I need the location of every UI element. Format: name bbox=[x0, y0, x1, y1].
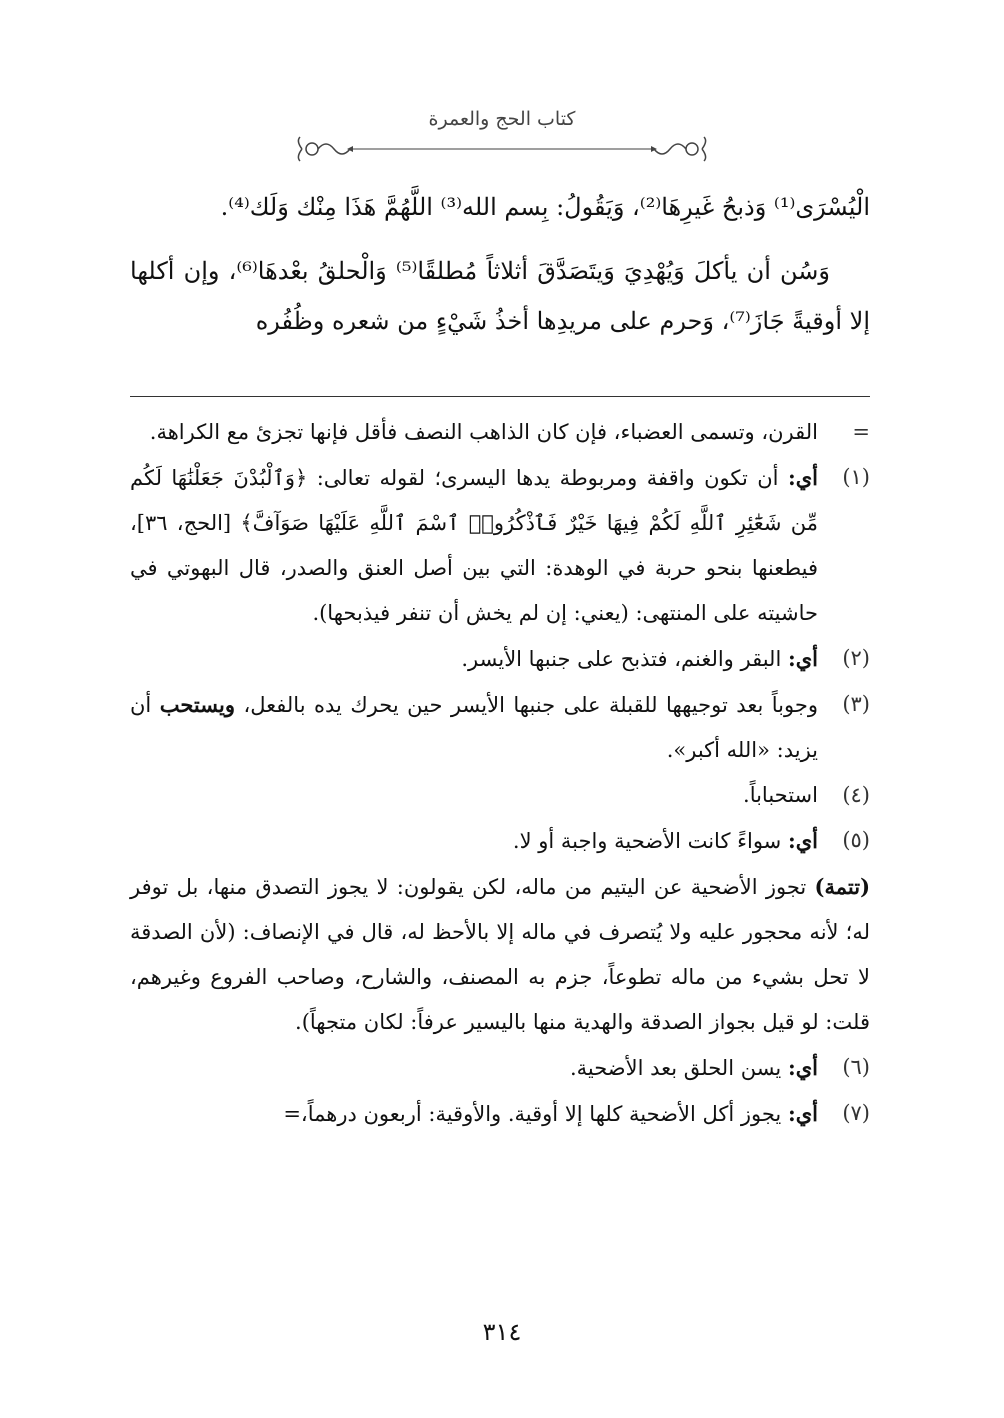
footnote-1 bbox=[130, 455, 870, 636]
footnote-text: وجوباً بعد توجيهها للقبلة على جنبها الأيسر حين يحرك يده بالفعل، bbox=[243, 693, 818, 717]
footnote-text: استحباباً. bbox=[743, 783, 818, 807]
tatimma-block bbox=[130, 864, 870, 1045]
footnote-lead: أي: bbox=[787, 828, 818, 853]
footnote-lead: أي: bbox=[787, 1055, 818, 1080]
footnote-text: القرن، وتسمى العضباء، فإن كان الذاهب النصف فأقل فإنها تجزئ مع الكراهة. bbox=[149, 420, 818, 444]
footnotes bbox=[130, 410, 870, 1137]
footnote-number: (٤) bbox=[842, 783, 870, 807]
footnote-continuation bbox=[130, 410, 870, 455]
footnote-text-2: أن يزيد: «الله أكبر». bbox=[130, 693, 818, 762]
footnote-number: (١) bbox=[842, 465, 870, 489]
main-paragraph-2: وَسُن أن يأكلَ وَيُهْدِيَ وَيتَصَدَّقَ أثلاثاً مُطلقًا⁽⁵⁾ وَالْحلقُ بعْدهَا⁽⁶⁾، وإن أكلها إلا أوقيةً جَازَ⁽⁷⁾، وَحرم على مريدِها أخذُ شَيْءٍ من شعره وظُفُره bbox=[130, 257, 870, 335]
main-text bbox=[130, 182, 870, 346]
tatimma-label: (تتمة) bbox=[814, 874, 870, 899]
footnote-lead: أي: bbox=[787, 1101, 818, 1126]
footnote-number: (٧) bbox=[842, 1101, 870, 1125]
footnote-number: (٣) bbox=[842, 692, 870, 716]
header-ornament-icon bbox=[292, 134, 712, 164]
footnote-lead: أي: bbox=[787, 646, 818, 671]
footnote-text: البقر والغنم، فتذبح على جنبها الأيسر. bbox=[461, 647, 782, 671]
footnote-text: يسن الحلق بعد الأضحية. bbox=[569, 1056, 782, 1080]
footnote-2 bbox=[130, 636, 870, 682]
footnote-text: أن تكون واقفة ومربوطة يدها اليسرى؛ لقوله تعالى: ﴿وَٱلْبُدْنَ جَعَلْنَٰهَا لَكُم مِّن شَعَٰٓئِرِ ٱللَّهِ لَكُمْ فِيهَا خَيْرٌ فَٱذْكُرُوا۟ ٱسْمَ ٱللَّهِ عَلَيْهَا صَوَآفَّ﴾ [الحج، ٣٦]، فيطعنها بنحو حربة في الوهدة: التي بين أصل العنق والصدر، قال البهوتي في حاشيته على المنتهى: (يعني: إن لم يخش أن تنفر فيذبحها). bbox=[130, 466, 818, 625]
footnote-separator bbox=[130, 396, 870, 397]
page-header bbox=[0, 108, 1004, 164]
footnote-body bbox=[130, 636, 818, 682]
tatimma-text: تجوز الأضحية عن اليتيم من ماله، لكن يقولون: لا يجوز التصدق منها، بل توفر له؛ لأنه محجور عليه ولا يُتصرف في ماله إلا بالأحظ له، قال في الإنصاف: (لأن الصدقة لا تحل بشيء من ماله تطوعاً، جزم به المصنف، والشارح، وصاحب الفروع وغيرهم، قلت: لو قيل بجواز الصدقة والهدية منها باليسير عرفاً: لكان متجهاً). bbox=[130, 875, 870, 1034]
footnote-number: (٦) bbox=[842, 1055, 870, 1079]
footnote-4 bbox=[130, 773, 870, 818]
footnote-body bbox=[130, 455, 818, 636]
page-number: ٣١٤ bbox=[482, 1318, 522, 1346]
footnote-number: (٥) bbox=[842, 828, 870, 852]
footnote-lead: أي: bbox=[787, 465, 818, 490]
main-line-1: الْيُسْرَى⁽¹⁾ وَذبحُ غَيرِهَا⁽²⁾، وَيَقُولُ: بِسم الله⁽³⁾ اللَّهُمَّ هَذَا مِنْك وَلَك⁽⁴⁾. bbox=[220, 193, 870, 221]
footnote-emphasis: ويستحب bbox=[159, 692, 235, 717]
footnote-body bbox=[130, 1045, 818, 1091]
footnote-body bbox=[130, 818, 818, 864]
footnote-5 bbox=[130, 818, 870, 864]
footnote-body bbox=[130, 1091, 818, 1137]
footnote-7 bbox=[130, 1091, 870, 1137]
header-title: كتاب الحج والعمرة bbox=[428, 108, 576, 130]
footnote-text: سواءً كانت الأضحية واجبة أو لا. bbox=[512, 829, 782, 853]
footnote-number: (٢) bbox=[842, 646, 870, 670]
footnote-6 bbox=[130, 1045, 870, 1091]
footnote-body bbox=[130, 682, 818, 773]
footnote-number: = bbox=[852, 420, 870, 444]
footnote-3 bbox=[130, 682, 870, 773]
footnote-text: يجوز أكل الأضحية كلها إلا أوقية. والأوقية: أربعون درهماً،= bbox=[283, 1102, 782, 1126]
